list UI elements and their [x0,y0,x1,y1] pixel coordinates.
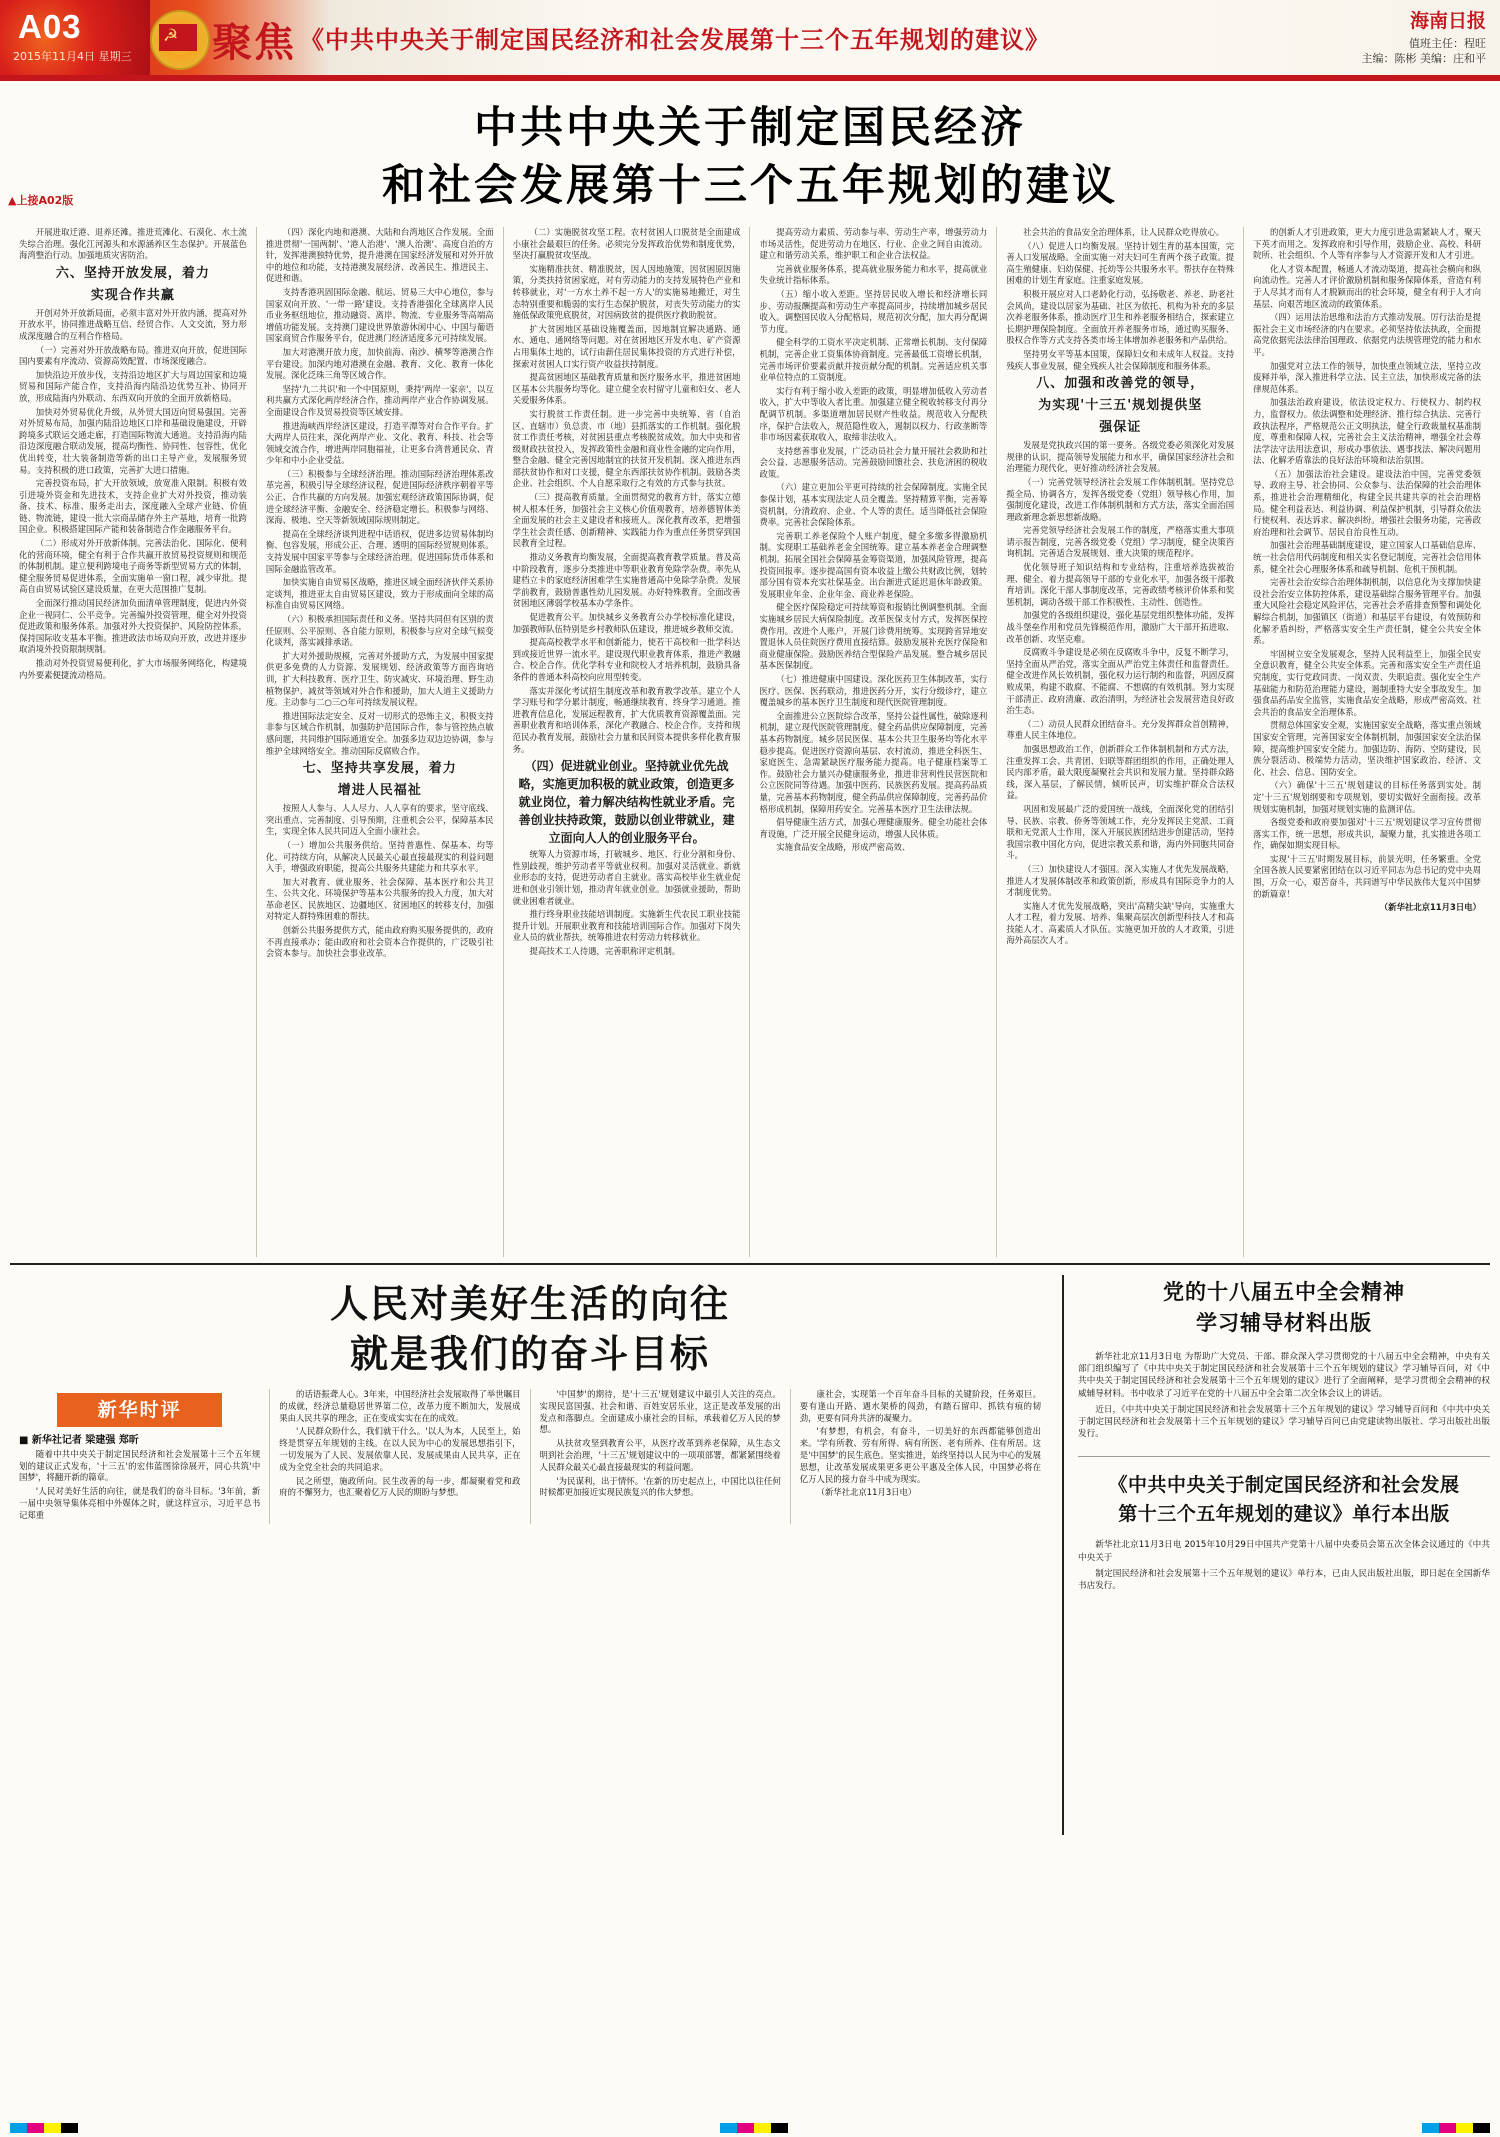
paragraph: 提高在全球经济谈判进程中话语权，促进多边贸易体制均衡、包容发展，形成公正、合理、透明的国际经贸规则体系。支持发展中国家平等参与全球经济治理。促进国际货币体系和国际金融监管改革。 [265,528,494,574]
paragraph: 实施人才优先发展战略，突出'高精尖缺'导向，实施重大人才工程，着力发展、培养、集聚高层次创新型科技人才和高技能人才、高素质人才队伍。实施更加开放的人才政策，引进海外高层次人才。 [1006,900,1235,946]
paragraph: 提高技术工人待遇，完善职称评定机制。 [529,945,681,956]
feature-byline: ■ 新华社记者 梁建强 郑昕 [19,1435,139,1446]
notice-1-title [1078,1277,1490,1339]
color-calibration-bar-left [10,2123,78,2133]
feature-title-line-2: 就是我们的奋斗目标 [349,1331,710,1376]
paragraph: （二）实施脱贫攻坚工程。农村贫困人口脱贫是全面建成小康社会最艰巨的任务。必须完分发挥政治优势和制度优势，坚决打赢脱贫攻坚战。 [512,227,741,261]
paragraph: 促进教育公平。加快城乡义务教育公办学校标准化建设，加强教师队伍特别是乡村教师队伍建设，推进城乡教师交流。 [512,612,741,634]
lower-section [10,1263,1490,1835]
paragraph: 创新公共服务提供方式，能由政府购买服务提供的，政府不再直接承办；能由政府和社会资本合作提供的，广泛吸引社会资本参与。加快社会事业改革。 [265,925,494,959]
editor-credits [1362,36,1487,66]
paragraph: 积极开展应对人口老龄化行动，弘扬敬老、养老、助老社会风尚，建设以居家为基础、社区为依托、机构为补充的多层次养老服务体系，推动医疗卫生和养老服务相结合，探索建立长期护理保险制度。全面放开养老服务市场，通过购买服务、股权合作等方式支持各类市场主体增加养老服务和产品供给。 [1006,288,1235,346]
paragraph: （一）完善对外开放战略布局。推进双向开放，促进国际国内要素有序流动、资源高效配置、市场深度融合。 [19,344,247,367]
color-swatch [61,2123,78,2133]
paragraph: 扩大贫困地区基础设施覆盖面，因地制宜解决通路、通水、通电、通网络等问题。对在贫困地区开发水电、矿产资源占用集体土地的，试行由薪住居民集体投资的方式进行补偿，探索对贫困人口实行资产收益扶持制度。 [512,323,741,369]
paragraph: 加强思想政治工作，创新群众工作体制机制和方式方法，注重发挥工会、共青团、妇联等群团组织的作用，正确处理人民内部矛盾，最大限度凝聚社会共识和发展力量。坚持群众路线，深入基层，了解民情，倾听民声，切实维护群众合法权益。 [1006,743,1235,801]
paragraph: 加快对外贸易优化升级，从外贸大国迈向贸易强国。完善对外贸易布局，加强内陆沿边地区口岸和基础设施建设，开辟跨境多式联运交通走廊，打造国际物流大通道。支持沿海内陆沿边深度融合联动发展，提高均衡性、协同性、包容性，优化优出转变，壮大装备制造等新的出口主导产业，发展服务贸易。支持积极的进口政策，完善扩大进口措施。 [19,406,247,475]
paragraph: 社会共治的食品安全治理体系，让人民群众吃得放心。 [1023,227,1225,237]
feature-title [10,1279,1050,1379]
paragraph: （六）确保'十三五'规划建议的目标任务落到实处。制定'十三五'规划纲要和专项规划，要切实做好全面衔接。改革规划实施机制，加强对规划实施的监测评估。 [1253,780,1481,814]
headline-line-2: 和社会发展第十三个五年规划的建议 [382,161,1118,211]
paragraph: 加大对港澳开放力度，加快前海、南沙、横琴等港澳合作平台建设。加深内地对港澳在金融、教育、文化、教育一体化发展。深化泛珠三角等区域合作。 [265,346,494,381]
color-swatch [1422,2123,1439,2133]
paragraph: （二）动员人民群众团结奋斗。充分发挥群众首创精神，尊重人民主体地位。 [1006,718,1235,741]
paragraph: 落实并深化考试招生制度改革和教育教学改革。建立个人学习账号和学分累计制度，畅通继续教育、终身学习通道。推进教育信息化，发展远程教育，扩大优质教育资源覆盖面。完善职业教育和培训体系，深化产教融合、校企合作。支持和规范民办教育发展，鼓励社会力量和民间资本提供多样化教育服务。 [512,685,741,754]
publication-date: 2015年11月4日 星期三 [13,50,132,63]
paragraph: （一）增加公共服务供给。坚持普惠性、保基本、均等化、可持续方向，从解决人民最关心最直接最现实的利益问题入手，增强政府职能，提高公共服务共建能力和共享水平。 [265,839,494,874]
paragraph: （三）提高教育质量。全面贯彻党的教育方针，落实立德树人根本任务，加强社会主义核心价值观教育，培养德智体美全面发展的社会主义建设者和接班人。深化教育改革，把增强学生社会责任感、创新精神、实践能力作为重点任务贯穿到国民教育全过程。 [512,492,741,549]
paragraph: 实现'十三五'时期发展目标，前景光明，任务繁重。全党全国各族人民要紧密团结在以习近平同志为总书记的党中央周围，万众一心，艰苦奋斗，共同谱写中华民族伟大复兴中国梦的新篇章！ [1253,853,1481,899]
color-swatch [1439,2123,1456,2133]
paragraph: 实施精准扶贫、精准脱贫，因人因地施策，因贫困原因施策，分类扶持贫困家庭，对有劳动能力的支持发展特色产业和转移就业，对'一方水土养不起一方人'的实施易地搬迁，对生态特别重要和脆弱的实行生态保护脱贫，对丧失劳动能力的实施低保政策兜底脱贫，对因病致贫的提供医疗救助脱贫。 [512,263,741,321]
paragraph: 制定国民经济和社会发展第十三个五年规划的建议》单行本，已由人民出版社出版，即日起在全国新华书店发行。 [1078,1568,1490,1592]
paragraph: 加大对教育、就业服务、社会保障、基本医疗和公共卫生、公共文化、环境保护等基本公共服务的投入力度，加大对革命老区、民族地区、边疆地区、贫困地区的转移支付，加强对特定人群特殊困难的帮扶。 [265,876,494,922]
paragraph: 康社会，实现第一个百年奋斗目标的关键阶段，任务艰巨。要有逢山开路、遇水架桥的闯劲，有踏石留印、抓铁有痕的韧劲，更要有同舟共济的凝聚力。 [799,1389,1041,1423]
paragraph: （五）加强法治社会建设。建设法治中国，完善党委领导、政府主导、社会协同、公众参与、法治保障的社会治理体系，推进社会治理精细化，构建全民共建共享的社会治理格局。健全利益表达、利益协调、利益保护机制，引导群众依法行使权利、表达诉求、解决纠纷。增强社会服务功能，完善政府治理和社会调节、居民自治良性互动。 [1253,468,1481,537]
page-title [0,81,1500,221]
paragraph: （二）形成对外开放新体制。完善法治化、国际化、便利化的营商环境，健全有利于合作共赢开放贸易投资规则和规范的体制机制。建立便利跨境电子商务等新型贸易方式的体制，健全服务贸易促进体系，全面实施单一窗口程，减少审批。提高自由贸易试验区建设质量，在更大范围推广复制。 [19,538,247,595]
paragraph: 优化领导班子知识结构和专业结构，注重培养选拔被治理、健全、着力提高领导干部的专业化水平，加强各级干部教育培训。深化干部人事制度改革，完善政绩考核评价体系和奖惩机制，调动各级干部工作积极性、主动性、创造性。 [1006,562,1235,607]
paragraph: 发展是党执政兴国的第一要务。各级党委必须深化对发展规律的认识，提高领导发展能力和水平，确保国家经济社会和治理能力现代化，更好推动经济社会发展。 [1006,440,1235,474]
paper-name: 海南日报 [1409,10,1486,32]
feature-column [531,1389,791,1524]
paragraph: （新华社北京11月3日电） [816,1487,917,1498]
paragraph: 完善社会治安综合治理体制机制，以信息化为支撑加快建设社会治安立体防控体系，建设基础综合服务管理平台。加强重大风险社会稳定风险评估，完善社会矛盾排查预警和调处化解综合机制，加强镇区（街道）和基层平台建设，有效预防和化解矛盾纠纷，严格落实安全生产责任制，健全公共安全体系。 [1253,577,1481,646]
feature-article [10,1275,1064,1835]
paragraph: （四）运用法治思维和法治方式推动发展。厉行法治是提振社会主义市场经济的内在要求。必须坚持依法执政，全面提高党依据宪法法律治国理政、依据党内法规管理党的能力和水平。 [1253,312,1481,357]
editors: 主编：陈彬 美编：庄和平 [1361,52,1486,65]
paragraph: '人民对美好生活的向往，就是我们的奋斗目标。'3年前，新一届中央领导集体亮相中外媒体之时，就这样宣示，习近平总书记郑重 [19,1486,261,1520]
notice-1-title-line-1: 党的十八届五中全会精神 [1163,1280,1405,1304]
notice-2-title-line-2: 第十三个五年规划的建议》单行本出版 [1118,1503,1450,1526]
color-swatch [10,2123,27,2133]
paragraph: 推进国际法定安全、反对一切形式的恐怖主义，积极支持非参与区域合作机制，加强防护范国际合作，参与管控热点敏感问题，共同维护国际通道安全。加强多边双边边协调，参与维护全球网络安全。推动国际反腐败合作。 [265,710,494,756]
paragraph: 的话语振聋人心。3年来，中国经济社会发展取得了举世瞩目的成就，经济总量稳居世界第二位，改革力度不断加大，发展成果由人民共享的理念，正在变成实实在在的成效。 [279,1389,521,1423]
color-calibration-bar-right [1422,2123,1490,2133]
feature-title-line-1: 人民对美好生活的向往 [329,1281,730,1326]
paragraph: 化人才资本配置，畅通人才流动渠道，提高社会横向和纵向流动性。完善人才评价激励机制和服务保障体系，营造有利于人尽其才而有人才脱颖而出的社会环境，健全有利于人才向基层、向艰苦地区流动的政策体系。 [1253,263,1481,309]
paragraph: 开创对外开放新局面，必须丰富对外开放内涵，提高对外开放水平，协同推进战略互信、经贸合作、人文交流，努力形成深度融合的互利合作格局。 [19,307,247,341]
paragraph: 推行终身职业技能培训制度。实施新生代农民工职业技能提升计划。开展职业教育和技能培训国际合作。加强对下岗失业人员的就业帮扶，统筹推进农村劳动力转移就业。 [512,909,741,943]
paragraph: （六）建立更加公平更可持续的社会保障制度。实施全民参保计划，基本实现法定人员全覆盖。坚持精算平衡，完善筹资机制，分清政府、企业、个人等的责任。适当降低社会保险费率。完善社会保险体系。 [759,482,988,528]
section-heading-cont: 实现合作共赢 [90,287,175,303]
color-swatch [771,2123,788,2133]
paragraph: '有梦想，有机会，有奋斗，一切美好的东西都能够创造出来。'学有所教、劳有所得、病有所医、老有所养、住有所居。这是'中国梦'的民生底色。坚实推进，始终坚持以人民为中心的发展思想，让改革发展成果更多更公平惠及全体人民，中国梦必将在亿万人民的接力奋斗中成为现实。 [799,1426,1041,1484]
paragraph: 提高高校教学水平和创新能力，使若干高校和一批学科达到或接近世界一流水平。建设现代职业教育体系，推进产教融合、校企合作。优化学科专业和院校人才培养机制，鼓励具备条件的普通本科高校向应用型转变。 [512,637,741,682]
paragraph: （五）缩小收入差距。坚持居民收入增长和经济增长同步、劳动报酬提高和劳动生产率提高同步，持续增加城乡居民收入。调整国民收入分配格局，规范初次分配，加大再分配调节力度。 [759,288,988,334]
paragraph: 贯彻总体国家安全观，实施国家安全战略，落实重点领域国家安全管理，完善国家安全体制机制，加强国家安全法治保障，提高维护国家安全能力。加强边防、海防、空防建设，民族分裂活动、极端势力活动，坚决维护国家政治、经济、文化、社会、信息、国防安全。 [1253,720,1481,777]
paragraph: （七）推进健康中国建设。深化医药卫生体制改革，实行医疗、医保、医药联动，推进医药分开，实行分级诊疗，建立覆盖城乡的基本医疗卫生制度和现代医院管理制度。 [759,673,988,708]
color-swatch [44,2123,61,2133]
paragraph: 坚持'九二共识'和一个中国原则，秉持'两岸一家亲'，以互利共赢方式深化两岸经济合作，推动两岸产业合作协调发展。全面建设合作及贸易投资等区域安排。 [265,383,494,417]
paragraph: 坚持男女平等基本国策，保障妇女和未成年人权益。支持残疾人事业发展，健全残疾人社会保障制度和服务体系。 [1006,348,1235,371]
paragraph: 各级党委和政府要加强对'十三五'规划建议学习宣传贯彻落实工作，统一思想，形成共识，凝聚力量，扎实推进各项工作，确保如期实现目标。 [1253,817,1481,851]
headline-line-1: 中共中央关于制定国民经济 [474,103,1026,153]
masthead-rule [0,75,1500,78]
subsection-heading: （四）促进就业创业。坚持就业优先战略，实施更加积极的就业政策，创造更多就业岗位，着力解决结构性就业矛盾。完善创业扶持政策，鼓励以创业带就业，建立面向人人的创业服务平台。 [518,759,735,846]
article-column [997,227,1244,1257]
section-heading: 六、坚持开放发展，着力 [55,265,210,281]
color-swatch [737,2123,754,2133]
paragraph: 完善党领导经济社会发展工作的制度，严格落实重大事项请示报告制度，完善各级党委（党组）学习制度，健全决策咨询机制。完善适合发展规划、重大决策的规范程序。 [1006,525,1235,559]
paragraph: 加强党的各级组织建设，强化基层党组织整体功能，发挥战斗堡垒作用和党员先锋模范作用，激励广大干部开拓进取、改革创新、攻坚克难。 [1006,610,1235,644]
feature-column [10,1389,270,1524]
paragraph: 完善就业服务体系，提高就业服务能力和水平，提高就业失业统计指标体系。 [759,263,988,286]
paragraph: 健全科学的工资水平决定机制、正常增长机制、支付保障机制，完善企业工资集体协商制度。完善最低工资增长机制，完善市场评价要素贡献并按贡献分配的机制。完善适应机关事业单位特点的工资制度。 [759,337,988,383]
color-swatch [720,2123,737,2133]
paragraph: 完善投资布局，扩大开放领域，放宽准入限制。积极有效引进境外资金和先进技术，支持企业扩大对外投资，推动装备、技术、标准、服务走出去，深度融入全球产业链、价值链、物流链，建设一批大宗商品储存外主产基地，培育一批跨国企业。积极搭建国际产能和装备制造合作金融服务平台。 [19,478,247,535]
paragraph: 加强党对立法工作的领导，加快重点领域立法，坚持立改废释并举，深入推进科学立法、民主立法，加快形成完备的法律规范体系。 [1253,360,1481,394]
color-swatch [1456,2123,1473,2133]
paragraph: 反腐败斗争建设是必须在反腐败斗争中，反复不断学习，坚持全面从严治党，落实全面从严治党主体责任和监督责任。健全改进作风长效机制，强化权力运行制约和监督，巩固反腐败成果，构建不敢腐、不能腐、不想腐的有效机制。努力实现干部清正、政府清廉、政治清明，为经济社会发展营造良好政治生态。 [1006,647,1235,716]
paragraph: '人民群众盼什么，我们就干什么。'以人为本，人民至上，始终是贯穿五年规划的主线。在以人民为中心的发展思想指引下，一切发展为了人民、发展依靠人民、发展成果由人民共享，正在成为全党全社会的共同追求。 [279,1426,521,1472]
notice-2-title [1078,1456,1490,1529]
section-heading-cont: 强保证 [1099,420,1142,436]
paragraph: 随着中共中央关于制定国民经济和社会发展第十三个五年规划的建议正式发布，'十三五'的宏伟蓝图徐徐展开，同心共筑'中国梦'，将翻开新的篇章。 [19,1448,261,1483]
paragraph: 牢固树立安全发展观念，坚持人民利益至上，加强全民安全意识教育，健全公共安全体系。完善和落实安全生产责任追究制度，实行党政同责、一岗双责、失职追责。强化安全生产基础能力和防范治理能力建设，遏制重特大安全事故发生。加强食品药品安全监管，实施食品安全战略，形成严密高效、社会共治的食品安全治理体系。 [1253,648,1481,717]
paragraph: 推动义务教育均衡发展，全面提高教育教学质量。普及高中阶段教育，逐步分类推进中等职业教育免除学杂费。率先从建档立卡的家庭经济困难学生实施普通高中免除学杂费。发展学前教育，鼓励普惠性幼儿园发展。办好特殊教育。全面改善贫困地区薄弱学校基本办学条件。 [512,552,741,609]
paragraph: 倡导健康生活方式，加强心理健康服务。健全功能社会体育设施，广泛开展全民健身运动，增强人民体质。 [759,817,988,839]
page-number: A03 [18,8,82,45]
paragraph: 完善职工养老保险个人账户制度，健全多缴多得激励机制。实现职工基础养老金全国统筹。建立基本养老金合理调整机制。拓展全国社会保障基金筹资渠道，加强风险管理，提高投资回报率。逐步提高国有资本收益上缴公共财政比例，划转部分国有资本充实社保基金。出台渐进式延迟退休年龄政策。发展职业年金、企业年金、商业养老保险。 [759,530,988,599]
notice-1-title-line-2: 学习辅导材料出版 [1196,1311,1372,1335]
paragraph: 推进海峡西岸经济区建设，打造平潭等对台合作平台。扩大两岸人员往来，深化两岸产业、文化、教育、科技、社会等领域交流合作，增进两岸同胞福祉，让更多台湾普通民众、青少年和中小企业受益。 [265,420,494,466]
article-column [257,227,504,1257]
paragraph: （八）促进人口均衡发展。坚持计划生育的基本国策，完善人口发展战略。全面实施一对夫妇可生育两个孩子政策。提高生殖健康、妇幼保健、托幼等公共服务水平。帮扶存在特殊困难的计划生育家庭。注重家庭发展。 [1006,240,1235,286]
duty-editor: 值班主任：程旺 [1409,37,1486,50]
masthead [0,0,1500,81]
notice-2-body [1078,1539,1490,1592]
xinhua-commentary-badge: 新华时评 [57,1393,222,1427]
article-column [10,227,257,1257]
paragraph: （三）积极参与全球经济治理。推动国际经济治理体系改革完善，积极引导全球经济议程，促进国际经济秩序朝着平等公正、合作共赢的方向发展。加强宏观经济政策国际协调，促进全球经济平衡、金融安全、经济稳定增长。积极参与网络、深海、极地、空天等新领域国际规则制定。 [265,468,494,526]
feature-column [791,1389,1050,1524]
paragraph: 加快实施自由贸易区战略，推进区域全面经济伙伴关系协定谈判，推进亚太自由贸易区建设，致力于形成面向全球的高标准自由贸易区网络。 [265,577,494,611]
paragraph: '中国梦'的期待，是'十三五'规划建议中最引人关注的亮点。实现民富国强、社会和谐、百姓安居乐业，这正是改革发展的出发点和落脚点。全面建成小康社会的目标，承载着亿万人民的梦想。 [539,1389,781,1435]
paragraph: 支持慈善事业发展，广泛动员社会力量开展社会救助和社会公益、志愿服务活动。完善鼓励回馈社会、扶危济困的税收政策。 [759,445,988,479]
paragraph: 推动对外投资贸易便利化，扩大市场服务网络化，构建境内外要素便捷流动格局。 [19,658,247,680]
paragraph: 民之所望，施政所向。民生改善的每一步，都凝聚着党和政府的不懈努力，也汇聚着亿万人民的期盼与梦想。 [279,1475,521,1498]
paragraph: 全面深行推动国民经济加负面清单管理制度，促进内外资企业一视同仁、公平竞争。完善编外投资管理，健全对外投资促进政策和服务体系。加强对外大投资保护、风险防控体系，保持国际收支基本平衡。推进政法市场双向开放，改进并逐步取消境外投资限制规制。 [19,598,247,655]
article-column [750,227,997,1257]
paragraph: 巩固和发展最广泛的爱国统一战线，全面深化党的团结引导、民族、宗教、侨务等领域工作，充分发挥民主党派、工商联和无党派人士作用，深入开展民族团结进步创建活动，坚持我国宗教中国化方向，促进宗教关系和谐，海内外同胞共同奋斗。 [1006,803,1235,861]
color-calibration-bar-center [720,2123,788,2133]
paragraph: 加强法治政府建设，依法设定权力、行使权力、制约权力，监督权力。依法调整和处理经济、推行综合执法、完善行政执法程序，严格规范公正文明执法，健全行政裁量权基准制度，尊重和保障人权，完善社会主义法治精神，增强全社会尊法学法守法用法意识，形成办事依法、遇事找法、解决问题用法、化解矛盾靠法的良好法治环境和法治氛围。 [1253,397,1481,466]
paragraph: 从扶贫攻坚到教育公平，从医疗改革到养老保障，从生态文明到社会治理，'十三五'规划建议中的一项项部署，都紧紧围绕着人民群众最关心最直接最现实的利益问题。 [539,1438,781,1472]
paragraph: 实行有利于缩小收入差距的政策，明显增加低收入劳动者收入，扩大中等收入者比重。加强建立健全税收转移支付再分配调节机制。多渠道增加居民财产性收益。规范收入分配秩序，保护合法收入，规范隐性收入，遏制以权力、行政垄断等非市场因素获取收入，取缔非法收入。 [759,385,988,443]
paragraph: 支持香港巩固国际金融、航运、贸易三大中心地位，参与国家双向开放、'一带一路'建设。支持香港强化全球离岸人民币业务枢纽地位，推动融资、离岸、物流、专业服务等高端高增值功能发展。支持澳门建设世界旅游休闲中心、中国与葡语国家商贸合作服务平台，促进澳门经济适度多元可持续发展。 [265,286,494,344]
color-swatch [1473,2123,1490,2133]
section-heading-cont: 增进人民福祉 [337,783,422,799]
article-body [10,227,1490,1257]
sidebar-notices [1064,1275,1490,1835]
masthead-left-block [0,0,150,78]
section-heading: 七、坚持共享发展，着力 [302,761,457,777]
paragraph: 新华社北京11月3日电 为帮助广大党员、干部、群众深入学习贯彻党的十八届五中全会精神，中央有关部门组织编写了《中共中央关于制定国民经济和社会发展第十三个五年规划的建议》学习辅导百问，对《中共中央关于制定国民经济和社会发展第十三个五年规划的建议》进行了全面阐释，是学习贯彻全会精神的权威辅导材料。书中收录了习近平在党的十八届五中全会第二次全体会议上的讲话。 [1078,1352,1490,1399]
paragraph: 的创新人才引进政策，更大力度引进急需紧缺人才，聚天下英才而用之。发挥政府和引导作用，鼓励企业、高校、科研院所、社会组织、个人等有序参与人才资源开发和人才引进。 [1253,227,1481,261]
paragraph: （四）深化内地和港澳、大陆和台湾地区合作发展。全面推进贯彻'一国两制'、'港人治港'、'澳人治澳'、高度自治的方针，发挥港澳独特优势，提升港澳在国家经济发展和对外开放中的地位和功能，支持港澳发展经济、改善民生、推进民主、促进和谐。 [265,227,494,284]
masthead-document-reference: 《中共中央关于制定国民经济和社会发展第十三个五年规划的建议》 [300,26,1050,54]
paragraph: 实行脱贫工作责任制。进一步完善中央统筹、省（自治区、直辖市）负总责、市（地）县抓落实的工作机制。强化脱贫工作责任考核，对贫困县重点考核脱贫成效。加大中央和省级财政扶贫投入，发挥政策性金融和商业性金融的定向作用，整合金融、健全完善因地制宜的扶贫开发机制。深入推进东西部扶贫协作和对口支援，健全东西部扶贫协作机制。鼓励各类企业、社会组织、个人自愿采取行之有效的方式参与扶贫。 [512,408,741,489]
paragraph: 开展进取迁港、退养还滩。推进荒滩化、石漠化、水土流失综合治理。强化江河源头和水源涵养区生态保护。开展蓝色海湾整治行动。加强地质灾害防治。 [19,227,247,261]
paragraph: （三）加快建设人才强国。深入实施人才优先发展战略，推进人才发展体制改革和政策创新，形成具有国际竞争力的人才制度优势。 [1006,863,1235,898]
color-swatch [27,2123,44,2133]
paragraph: 提高劳动力素质、劳动参与率、劳动生产率，增强劳动力市场灵活性，促进劳动力在地区、行业、企业之间自由流动。建立和谐劳动关系，维护职工和企业合法权益。 [759,227,988,261]
continuation-note: ▲上接A02版 [8,194,74,207]
article-column [504,227,751,1257]
notice-2-title-line-1: 《中共中央关于制定国民经济和社会发展 [1108,1474,1460,1497]
color-swatch [754,2123,771,2133]
paragraph: 按照人人参与、人人尽力、人人享有的要求，坚守底线、突出重点、完善制度、引导预期，注重机会公平，保障基本民生，实现全体人民共同迈入全面小康社会。 [265,803,494,837]
party-emblem-icon: ☭ [150,10,206,66]
paragraph: 加强社会治理基础制度建设，建立国家人口基础信息库、统一社会信用代码制度和相关实名登记制度，完善社会信用体系，健全社会心理服务体系和疏导机制、危机干预机制。 [1253,540,1481,574]
paragraph: 加快沿边开放步伐，支持沿边地区扩大与周边国家和边境贸易和国际产能合作，支持沿海内陆沿边优势互补、协同开放，形成陆海内外联动、东西双向开放的全面开放新格局。 [19,369,247,403]
notice-1-body [1078,1351,1490,1440]
paragraph: （六）积极承担国际责任和义务。坚持共同但有区别的责任原则、公平原则、各自能力原则，积极参与应对全球气候变化谈判，落实减排承诺。 [265,614,494,648]
feature-column [270,1389,530,1524]
paragraph: 全面推进公立医院综合改革，坚持公益性属性，破除逐利机制，建立现代医院管理制度。健全药品供应保障制度，完善基本药物制度。城乡居民医保、基本公共卫生服务均等化水平稳步提高。促进医疗资源向基层、农村流动，推进全科医生、家庭医生、急需紧缺医疗服务能力提高。电子健康档案等工作。鼓励社会力量兴办健康服务业，推进非营利性民营医院和公立医院同等待遇。加强中医药、民族医药发展。提高药品质量，完善基本药物制度，健全药品供应保障制度，完善药品价格形成机制，保障用药安全。完善基本医疗卫生法律法规。 [759,710,988,814]
paragraph: '为民谋利，出于情怀。'在新的历史起点上，中国比以往任何时候都更加接近实现民族复兴的伟大梦想。 [539,1475,781,1498]
paragraph: 近日，《中共中央关于制定国民经济和社会发展第十三个五年规划的建议》学习辅导百问和《中共中央关于制定国民经济和社会发展第十三个五年规划的建议》学习辅导百问已由党建读物出版社、学习出版社出版发行。 [1078,1404,1490,1440]
paragraph: 实施食品安全战略，形成严密高效、 [776,842,911,853]
section-heading: 八、加强和改善党的领导， [1036,376,1205,392]
paragraph: 统筹人力资源市场，打破城乡、地区、行业分割和身份、性别歧视，维护劳动者平等就业权利。加强对灵活就业、新就业形态的支持，促进劳动者自主就业。落实高校毕业生就业促进和创业引领计划，推动青年就业创业。加强就业援助，帮助就业困难者就业。 [512,849,741,906]
section-label: 聚焦 [212,20,296,66]
article-column [1244,227,1490,1257]
paragraph: 新华社北京11月3日电 2015年10月29日中国共产党第十八届中央委员会第五次全体会议通过的《中共中央关于 [1078,1540,1490,1563]
dateline: （新华社北京11月3日电） [1379,902,1481,913]
paragraph: 扩大对外援助规模，完善对外援助方式，为发展中国家提供更多免费的人力资源、发展规划、经济政策等方面咨询培训，扩大科技教育、医疗卫生、防灾减灾、环境治理、野生动植物保护、减贫等领域对外合作和援助，加大人道主义援助力度。主动参与二○三○年可持续发展议程。 [265,650,494,708]
section-heading-cont: 为实现'十三五'规划提供坚 [1038,398,1203,414]
paragraph: 健全医疗保险稳定可持续筹资和报销比例调整机制。全面实施城乡居民大病保险制度。改革医保支付方式，发挥医保控费作用。改进个人账户，开展门诊费用统筹。实现跨省异地安置退休人员住院医疗费用直接结算。鼓励发展补充医疗保险和商业健康保险。鼓励医养结合型保险产品发展。整合城乡居民基本医保制度。 [759,602,988,671]
paragraph: 提高贫困地区基础教育质量和医疗服务水平，推进贫困地区基本公共服务均等化。建立健全农村留守儿童和妇女、老人关爱服务体系。 [512,372,741,406]
paragraph: （一）完善党领导经济社会发展工作体制机制。坚持党总揽全局、协调各方，发挥各级党委（党组）领导核心作用，加强制度化建设，改进工作体制机制和方式方法，落实全面治国理政新理念新思想新战略。 [1006,476,1235,522]
